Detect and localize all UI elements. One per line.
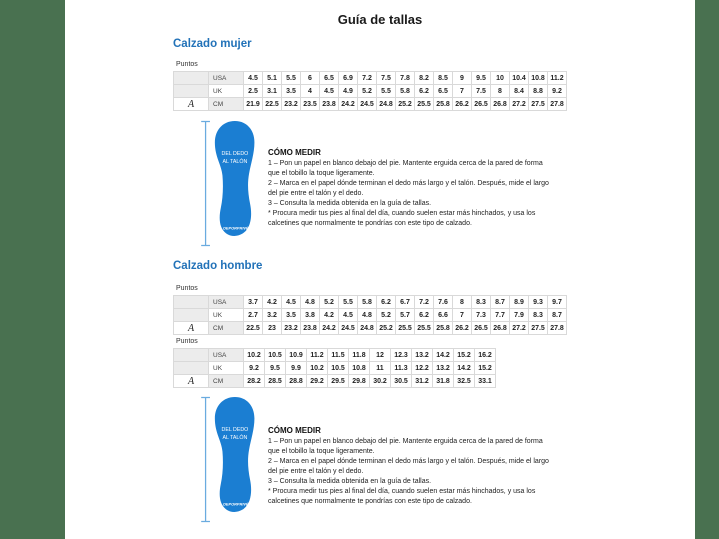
size-value-cell: 16.2 xyxy=(475,349,496,362)
size-value-cell: 7.3 xyxy=(472,309,491,322)
size-value-cell: 7.6 xyxy=(434,296,453,309)
size-value-cell: 8.7 xyxy=(548,309,567,322)
measure-line xyxy=(201,121,210,245)
row-label-cell: CM xyxy=(209,322,244,335)
size-value-cell: 4.5 xyxy=(320,85,339,98)
row-label-cell: USA xyxy=(209,72,244,85)
table-row xyxy=(174,296,567,309)
size-value-cell: 26.2 xyxy=(453,98,472,111)
size-value-cell: 12.3 xyxy=(391,349,412,362)
size-value-cell: 11.8 xyxy=(349,349,370,362)
size-value-cell: 4.2 xyxy=(320,309,339,322)
instruction-line: 1 – Pon un papel en blanco debajo del pie. Mantente erguida cerca de la pared de forma que el tobillo la toque ligeramente. xyxy=(268,438,543,455)
size-value-cell: 11.2 xyxy=(548,72,567,85)
size-value-cell: 22.5 xyxy=(244,322,263,335)
size-value-cell: 10.9 xyxy=(286,349,307,362)
size-value-cell: 10.5 xyxy=(328,362,349,375)
size-value-cell: 14.2 xyxy=(454,362,475,375)
size-value-cell: 9.9 xyxy=(286,362,307,375)
row-label-cell: CM xyxy=(209,98,244,111)
size-value-cell: 2.5 xyxy=(244,85,263,98)
row-label-cell: UK xyxy=(209,309,244,322)
size-value-cell: 7.9 xyxy=(510,309,529,322)
size-value-cell: 24.5 xyxy=(339,322,358,335)
size-value-cell: 4 xyxy=(301,85,320,98)
corner-cell xyxy=(174,72,209,85)
size-value-cell: 6.9 xyxy=(339,72,358,85)
corner-cell: A xyxy=(174,98,209,111)
page-title: Guía de tallas xyxy=(337,12,423,27)
size-value-cell: 9.3 xyxy=(529,296,548,309)
size-value-cell: 8.3 xyxy=(529,309,548,322)
row-label-cell: UK xyxy=(209,362,244,375)
size-value-cell: 3.8 xyxy=(301,309,320,322)
size-value-cell: 4.9 xyxy=(339,85,358,98)
section-heading-men: Calzado hombre xyxy=(173,260,263,272)
size-value-cell: 25.5 xyxy=(415,98,434,111)
how-to-measure-heading: CÓMO MEDIR xyxy=(268,148,321,157)
instruction-line: 2 – Marca en el papel dónde terminan el dedo más largo y el talón. Después, mide el largo del pie entre el talón y el dedo. xyxy=(268,458,549,475)
size-value-cell: 5.7 xyxy=(396,309,415,322)
size-value-cell: 5.2 xyxy=(320,296,339,309)
size-value-cell: 4.5 xyxy=(282,296,301,309)
size-value-cell: 7.8 xyxy=(396,72,415,85)
instruction-line: * Procura medir tus pies al final del día, cuando suelen estar más hinchados, y usa los calcetines que normalmente te pondrías con este tipo de calzado. xyxy=(268,488,536,505)
brand-logo: DEPORPRIVÉ xyxy=(223,501,249,507)
size-value-cell: 4.2 xyxy=(263,296,282,309)
size-value-cell: 5.2 xyxy=(358,85,377,98)
row-label-cell: CM xyxy=(209,375,244,388)
corner-cell: A xyxy=(174,322,209,335)
table-row xyxy=(174,72,567,85)
size-value-cell: 9.2 xyxy=(548,85,567,98)
size-value-cell: 30.2 xyxy=(370,375,391,388)
size-value-cell: 5.1 xyxy=(263,72,282,85)
size-value-cell: 7.5 xyxy=(377,72,396,85)
corner-cell xyxy=(174,349,209,362)
how-to-measure-men xyxy=(268,426,550,507)
size-value-cell: 9.2 xyxy=(244,362,265,375)
instruction-line: * Procura medir tus pies al final del día, cuando suelen estar más hinchados, y usa los calcetines que normalmente te pondrías con este tipo de calzado. xyxy=(268,210,536,227)
table-row xyxy=(174,349,496,362)
size-value-cell: 26.5 xyxy=(472,98,491,111)
foot-outline-illustration xyxy=(199,396,261,523)
size-value-cell: 24.8 xyxy=(377,98,396,111)
size-value-cell: 8.8 xyxy=(529,85,548,98)
instruction-line: 1 – Pon un papel en blanco debajo del pie. Mantente erguida cerca de la pared de forma que el tobillo la toque ligeramente. xyxy=(268,160,543,177)
size-value-cell: 10 xyxy=(491,72,510,85)
size-value-cell: 25.2 xyxy=(396,98,415,111)
size-value-cell: 2.7 xyxy=(244,309,263,322)
row-label-cell: UK xyxy=(209,85,244,98)
size-value-cell: 10.5 xyxy=(265,349,286,362)
foot-caption-line1: DEL DEDO xyxy=(221,427,249,434)
size-value-cell: 6.5 xyxy=(434,85,453,98)
size-value-cell: 5.2 xyxy=(377,309,396,322)
instruction-line: 3 – Consulta la medida obtenida en la guía de tallas. xyxy=(268,200,432,207)
corner-cell xyxy=(174,296,209,309)
size-value-cell: 27.5 xyxy=(529,322,548,335)
size-value-cell: 7.5 xyxy=(472,85,491,98)
size-value-cell: 25.5 xyxy=(396,322,415,335)
size-table-women xyxy=(173,71,567,111)
size-value-cell: 25.5 xyxy=(415,322,434,335)
size-value-cell: 10.8 xyxy=(349,362,370,375)
size-value-cell: 26.2 xyxy=(453,322,472,335)
row-label-cell: USA xyxy=(209,349,244,362)
how-to-measure-women xyxy=(268,148,550,229)
instruction-line: 3 – Consulta la medida obtenida en la guía de tallas. xyxy=(268,478,432,485)
size-value-cell: 5.5 xyxy=(339,296,358,309)
corner-cell xyxy=(174,309,209,322)
size-value-cell: 6.2 xyxy=(415,309,434,322)
size-value-cell: 23.8 xyxy=(301,322,320,335)
size-value-cell: 7.2 xyxy=(358,72,377,85)
foot-caption-line2: AL TALÓN xyxy=(222,434,248,441)
size-value-cell: 24.2 xyxy=(320,322,339,335)
size-value-cell: 6.5 xyxy=(320,72,339,85)
how-to-measure-heading: CÓMO MEDIR xyxy=(268,426,321,435)
size-value-cell: 8.4 xyxy=(510,85,529,98)
foot-shape xyxy=(215,397,255,512)
size-value-cell: 26.8 xyxy=(491,322,510,335)
table-row xyxy=(174,85,567,98)
size-value-cell: 5.8 xyxy=(358,296,377,309)
size-value-cell: 3.5 xyxy=(282,309,301,322)
foot-outline-illustration xyxy=(199,120,261,247)
puntos-label-men-large: Puntos xyxy=(176,338,198,345)
size-value-cell: 13.2 xyxy=(433,362,454,375)
size-value-cell: 3.7 xyxy=(244,296,263,309)
corner-cell xyxy=(174,362,209,375)
corner-cell: A xyxy=(174,375,209,388)
foot-caption-line1: DEL DEDO xyxy=(221,151,249,158)
size-value-cell: 9 xyxy=(453,72,472,85)
size-value-cell: 6.7 xyxy=(396,296,415,309)
size-value-cell: 27.8 xyxy=(548,98,567,111)
size-value-cell: 29.2 xyxy=(307,375,328,388)
size-value-cell: 15.2 xyxy=(475,362,496,375)
size-value-cell: 15.2 xyxy=(454,349,475,362)
size-value-cell: 11.2 xyxy=(307,349,328,362)
size-value-cell: 5.5 xyxy=(282,72,301,85)
measure-line xyxy=(201,397,210,521)
size-value-cell: 27.2 xyxy=(510,98,529,111)
size-value-cell: 11 xyxy=(370,362,391,375)
size-value-cell: 4.8 xyxy=(301,296,320,309)
puntos-label-women: Puntos xyxy=(176,61,198,68)
instruction-line: 2 – Marca en el papel dónde terminan el dedo más largo y el talón. Después, mide el largo del pie entre el talón y el dedo. xyxy=(268,180,549,197)
size-value-cell: 11.5 xyxy=(328,349,349,362)
size-value-cell: 31.8 xyxy=(433,375,454,388)
size-value-cell: 8.2 xyxy=(415,72,434,85)
size-value-cell: 26.8 xyxy=(491,98,510,111)
size-table-men-large xyxy=(173,348,496,388)
size-value-cell: 5.5 xyxy=(377,85,396,98)
size-value-cell: 7 xyxy=(453,309,472,322)
size-value-cell: 6.6 xyxy=(434,309,453,322)
size-value-cell: 13.2 xyxy=(412,349,433,362)
size-value-cell: 3.2 xyxy=(263,309,282,322)
size-value-cell: 10.4 xyxy=(510,72,529,85)
size-value-cell: 28.2 xyxy=(244,375,265,388)
size-value-cell: 26.5 xyxy=(472,322,491,335)
size-value-cell: 8 xyxy=(491,85,510,98)
size-value-cell: 29.5 xyxy=(328,375,349,388)
table-row xyxy=(174,375,496,388)
table-row xyxy=(174,322,567,335)
foot-caption-line2: AL TALÓN xyxy=(222,158,248,165)
size-value-cell: 27.5 xyxy=(529,98,548,111)
table-row xyxy=(174,309,567,322)
size-value-cell: 29.8 xyxy=(349,375,370,388)
size-value-cell: 4.5 xyxy=(244,72,263,85)
size-value-cell: 6.2 xyxy=(415,85,434,98)
size-value-cell: 4.8 xyxy=(358,309,377,322)
size-table-men-small xyxy=(173,295,567,335)
size-value-cell: 7.7 xyxy=(491,309,510,322)
size-value-cell: 25.8 xyxy=(434,322,453,335)
size-value-cell: 23.2 xyxy=(282,322,301,335)
size-value-cell: 10.2 xyxy=(307,362,328,375)
size-value-cell: 10.2 xyxy=(244,349,265,362)
size-value-cell: 6 xyxy=(301,72,320,85)
size-value-cell: 10.8 xyxy=(529,72,548,85)
size-value-cell: 7.2 xyxy=(415,296,434,309)
size-value-cell: 12.2 xyxy=(412,362,433,375)
size-value-cell: 9.5 xyxy=(265,362,286,375)
size-value-cell: 9.7 xyxy=(548,296,567,309)
foot-shape xyxy=(215,121,255,236)
size-value-cell: 21.9 xyxy=(244,98,263,111)
size-value-cell: 12 xyxy=(370,349,391,362)
size-value-cell: 27.8 xyxy=(548,322,567,335)
row-label-cell: USA xyxy=(209,296,244,309)
size-value-cell: 4.5 xyxy=(339,309,358,322)
size-value-cell: 30.5 xyxy=(391,375,412,388)
document-canvas xyxy=(65,0,695,539)
size-value-cell: 28.8 xyxy=(286,375,307,388)
size-value-cell: 24.8 xyxy=(358,322,377,335)
size-value-cell: 32.5 xyxy=(454,375,475,388)
size-value-cell: 33.1 xyxy=(475,375,496,388)
size-value-cell: 8.5 xyxy=(434,72,453,85)
size-value-cell: 11.3 xyxy=(391,362,412,375)
table-row xyxy=(174,98,567,111)
size-value-cell: 25.8 xyxy=(434,98,453,111)
size-value-cell: 23.5 xyxy=(301,98,320,111)
size-value-cell: 8.9 xyxy=(510,296,529,309)
size-value-cell: 31.2 xyxy=(412,375,433,388)
section-heading-women: Calzado mujer xyxy=(173,38,252,50)
brand-logo: DEPORPRIVÉ xyxy=(223,225,249,231)
size-value-cell: 14.2 xyxy=(433,349,454,362)
size-value-cell: 23 xyxy=(263,322,282,335)
size-value-cell: 8.3 xyxy=(472,296,491,309)
size-value-cell: 22.5 xyxy=(263,98,282,111)
size-value-cell: 9.5 xyxy=(472,72,491,85)
table-row xyxy=(174,362,496,375)
size-value-cell: 5.8 xyxy=(396,85,415,98)
foot-measure-figure-men xyxy=(199,396,261,523)
corner-cell xyxy=(174,85,209,98)
size-value-cell: 24.2 xyxy=(339,98,358,111)
size-value-cell: 25.2 xyxy=(377,322,396,335)
size-value-cell: 8 xyxy=(453,296,472,309)
size-value-cell: 28.5 xyxy=(265,375,286,388)
size-value-cell: 7 xyxy=(453,85,472,98)
size-value-cell: 24.5 xyxy=(358,98,377,111)
size-value-cell: 8.7 xyxy=(491,296,510,309)
puntos-label-men-small: Puntos xyxy=(176,285,198,292)
how-to-measure-text xyxy=(268,159,550,229)
size-value-cell: 3.5 xyxy=(282,85,301,98)
size-value-cell: 27.2 xyxy=(510,322,529,335)
size-value-cell: 23.8 xyxy=(320,98,339,111)
size-value-cell: 3.1 xyxy=(263,85,282,98)
size-value-cell: 23.2 xyxy=(282,98,301,111)
size-value-cell: 6.2 xyxy=(377,296,396,309)
foot-measure-figure-women xyxy=(199,120,261,247)
how-to-measure-text xyxy=(268,437,550,507)
